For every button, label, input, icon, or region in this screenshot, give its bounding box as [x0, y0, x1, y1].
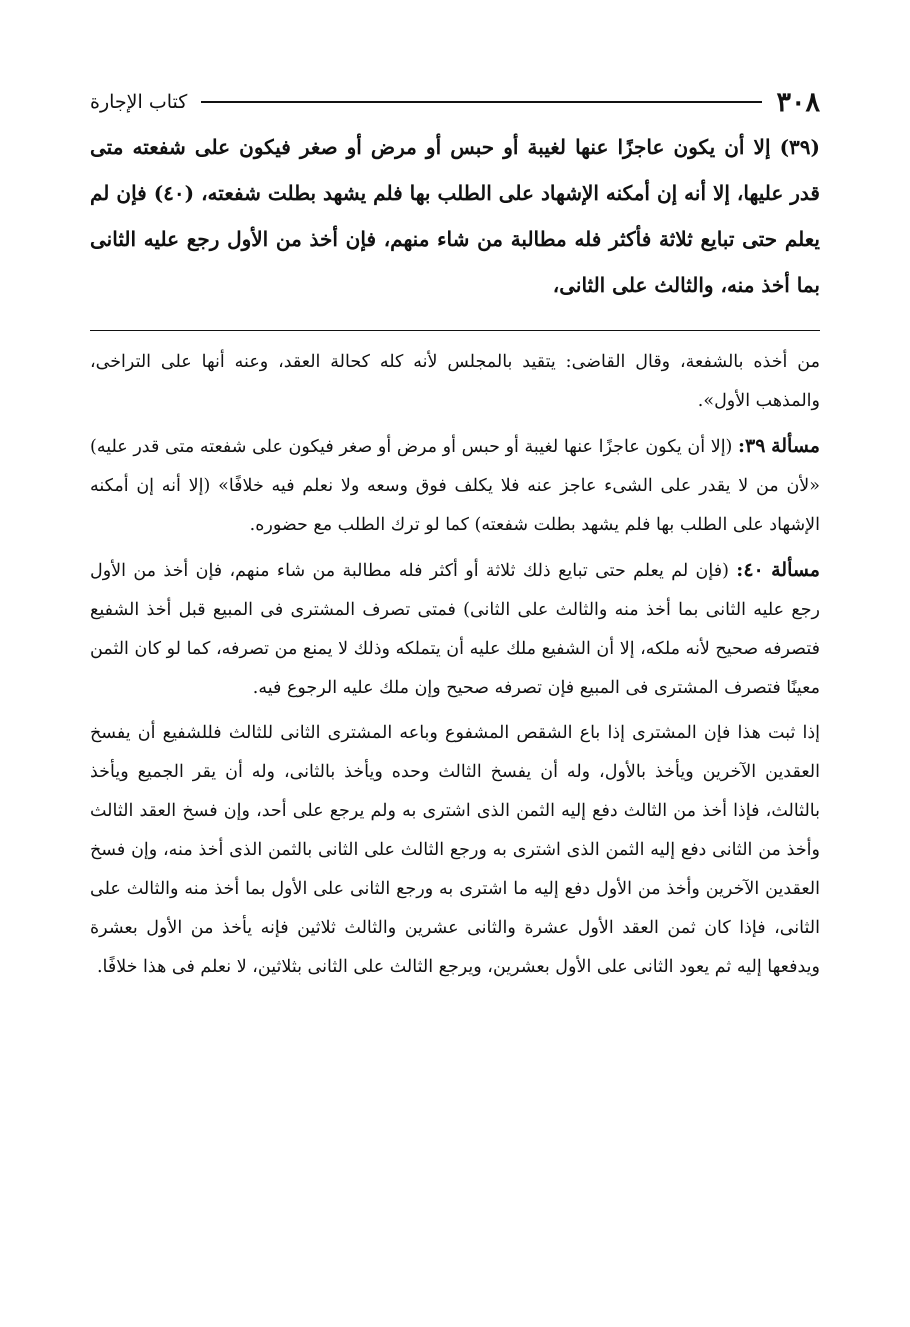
page-number: ٣٠٨ — [776, 86, 820, 118]
book-title: كتاب الإجارة — [90, 91, 188, 113]
masala-39-label: مسألة — [771, 435, 820, 457]
masala-40-text: (فإن لم يعلم حتى تبايع ذلك ثلاثة أو أكثر فله مطالبة من شاء منهم، فإن أخذ من الأول رجع عليه الثانى بما أخذ منه والثالث على الثانى) فمتى تصرف المشترى فى المبيع قبل أخذ الشفيع فتصرفه صحيح لأنه ملكه، إلا أن الشفيع ملك عليه أن يتملكه وذلك لا يمنع من تصرفه، كما لو كان الثمن معينًا فتصرف المشترى فى المبيع فإن تصرفه صحيح وإن ملك عليه الرجوع فيه. — [90, 561, 820, 698]
masala-40 — [90, 551, 820, 708]
running-header — [90, 84, 820, 120]
commentary — [90, 343, 820, 987]
commentary-paragraph-last: إذا ثبت هذا فإن المشترى إذا باع الشقص المشفوع وباعه المشترى الثانى للثالث فللشفيع أن يفسخ العقدين الآخرين ويأخذ بالأول، وله أن يفسخ الثالث وحده ويأخذ بالثانى، وله أن يقر الجميع ويأخذ بالثالث، فإذا أخذ من الثالث دفع إليه الثمن الذى اشترى به ولم يرجع على أحد، وإن فسخ العقد الثالث وأخذ من الثانى دفع إليه الثمن الذى اشترى به ورجع الثالث على الثانى بالثمن الذى أخذ منه، وإن فسخ العقدين الآخرين وأخذ من الأول دفع إليه ما اشترى به ورجع الثانى على الأول بما أخذ منه والثالث على الثانى، فإذا كان ثمن العقد الأول عشرة والثانى عشرين والثالث ثلاثين فإنه يأخذ من الأول بعشرة ويدفعها إليه ثم يعود الثانى على الأول بعشرين، ويرجع الثالث على الثانى بثلاثين، لا نعلم فى هذا خلافًا. — [90, 723, 820, 977]
footnote-separator — [90, 330, 820, 331]
matn-text: (٣٩) إلا أن يكون عاجزًا عنها لغيبة أو حبس أو مرض أو صغر فيكون على شفعته متى قدر عليها، إلا أنه إن أمكنه الإشهاد على الطلب بها فلم يشهد بطلت شفعته، (٤٠) فإن لم يعلم حتى تبايع ثلاثة فأكثر فله مطالبة من شاء منهم، فإن أخذ من الأول رجع عليه الثانى بما أخذ منه، والثالث على الثانى، — [90, 135, 820, 297]
commentary-paragraph-1: من أخذه بالشفعة، وقال القاضى: يتقيد بالمجلس لأنه كله كحالة العقد، وعنه أنها على التراخى، والمذهب الأول». — [90, 352, 820, 411]
masala-40-label: مسألة — [771, 559, 820, 581]
masala-39-number: ٣٩: — [738, 435, 766, 457]
header-rule — [201, 101, 762, 103]
masala-39 — [90, 427, 820, 545]
masala-39-text: (إلا أن يكون عاجزًا عنها لغيبة أو حبس أو مرض أو صغر فيكون على شفعته متى قدر عليه) «لأن من لا يقدر على الشىء عاجز عنه فلا يكلف فوق وسعه ولا نعلم فيه خلافًا» (إلا أنه إن أمكنه الإشهاد على الطلب بها فلم يشهد بطلت شفعته) كما لو ترك الطلب مع حضوره. — [90, 437, 820, 535]
page — [90, 84, 820, 993]
masala-40-number: ٤٠: — [736, 559, 764, 581]
